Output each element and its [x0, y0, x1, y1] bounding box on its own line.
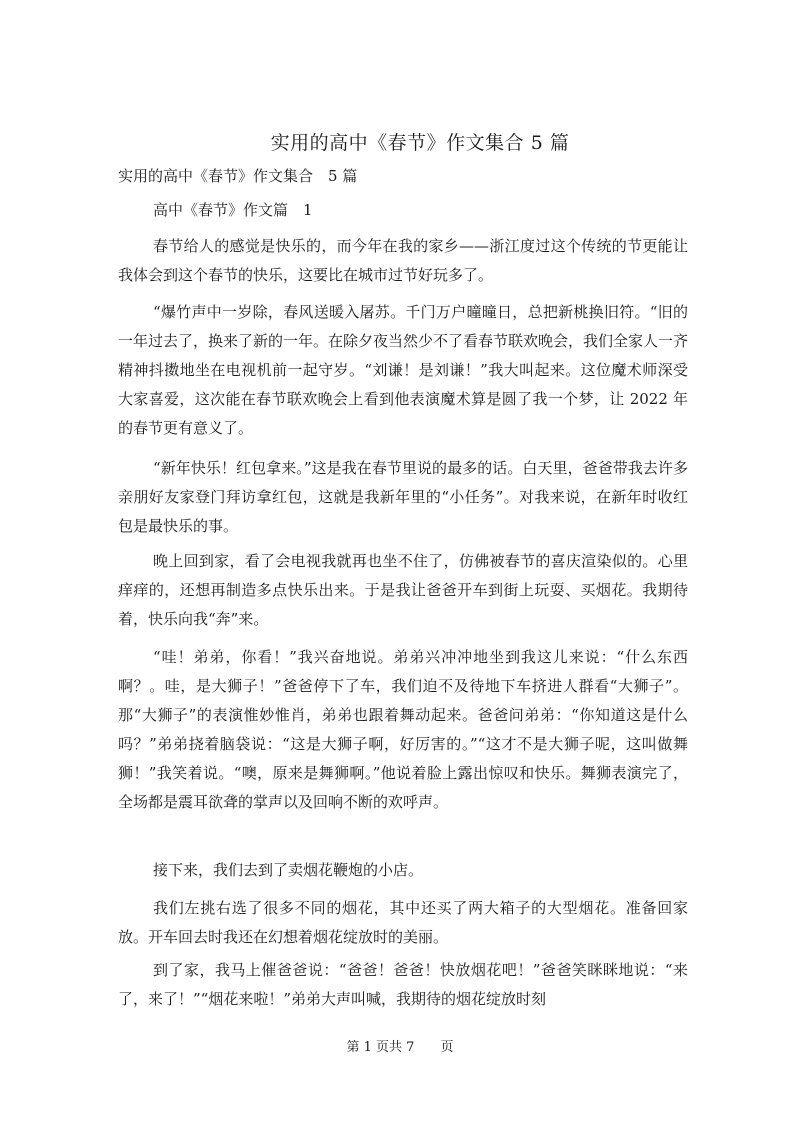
paragraph-6: 接下来，我们去到了卖烟花鞭炮的小店。 — [153, 861, 424, 879]
paragraph-8: 到了家，我马上催爸爸说：“爸爸！爸爸！快放烟花吧！”爸爸笑眯眯地说：“来了，来了！”“烟花来啦！”弟弟大声叫喊，我期待的烟花绽放时刻 — [118, 961, 688, 1008]
document-title — [0, 128, 800, 155]
paragraph-1: 春节给人的感觉是快乐的，而今年在我的家乡——浙江度过这个传统的节更能让我体会到这个春节的快乐，这要比在城市过节好玩多了。 — [118, 237, 688, 284]
document-title-text: 实用的高中《春节》作文集合 5 篇 — [270, 132, 570, 154]
paragraph-5: “哇！弟弟，你看！”我兴奋地说。弟弟兴冲冲地坐到我这儿来说：“什么东西啊？。哇，是大狮子！”爸爸停下了车，我们迫不及待地下车挤进人群看“大狮子”。那“大狮子”的表演惟妙惟肖，弟弟也跟着舞动起来。爸爸问弟弟：“你知道这是什么吗？”弟弟挠着脑袋说：“这是大狮子啊，好厉害的。”“这才不是大狮子呢，这叫做舞狮！”我笑着说。“噢，原来是舞狮啊。”他说着脸上露出惊叹和快乐。舞狮表演完了，全场都是震耳欲聋的掌声以及回响不断的欢呼声。 — [118, 648, 688, 811]
paragraph-3: “新年快乐！红包拿来。”这是我在春节里说的最多的话。白天里，爸爸带我去许多亲朋好友家登门拜访拿红包，这就是我新年里的“小任务”。对我来说，在新年时收红包是最快乐的事。 — [118, 459, 688, 535]
paragraph-2: “爆竹声中一岁除，春风送暖入屠苏。千门万户曈曈日，总把新桃换旧符。“旧的一年过去了，换来了新的一年。在除夕夜当然少不了看春节联欢晚会，我们全家人一齐精神抖擞地坐在电视机前一起守岁。“刘谦！是刘谦！”我大叫起来。这位魔术师深受大家喜爱，这次能在春节联欢晚会上看到他表演魔术算是圆了我一个梦，让 2022 年的春节更有意义了。 — [118, 303, 689, 437]
paragraph-4: 晚上回到家，看了会电视我就再也坐不住了，仿佛被春节的喜庆渲染似的。心里痒痒的，还想再制造多点快乐出来。于是我让爸爸开车到街上玩耍、买烟花。我期待着，快乐向我“奔”来。 — [118, 552, 688, 628]
page-footer: 第 1 页共 7 页 — [346, 1040, 454, 1055]
paragraph-7: 我们左挑右选了很多不同的烟花，其中还买了两大箱子的大型烟花。准备回家放。开车回去时我还在幻想着烟花绽放时的美丽。 — [118, 899, 688, 946]
section-heading: 高中《春节》作文篇 1 — [153, 201, 313, 219]
document-subtitle: 实用的高中《春节》作文集合 5 篇 — [118, 167, 358, 185]
